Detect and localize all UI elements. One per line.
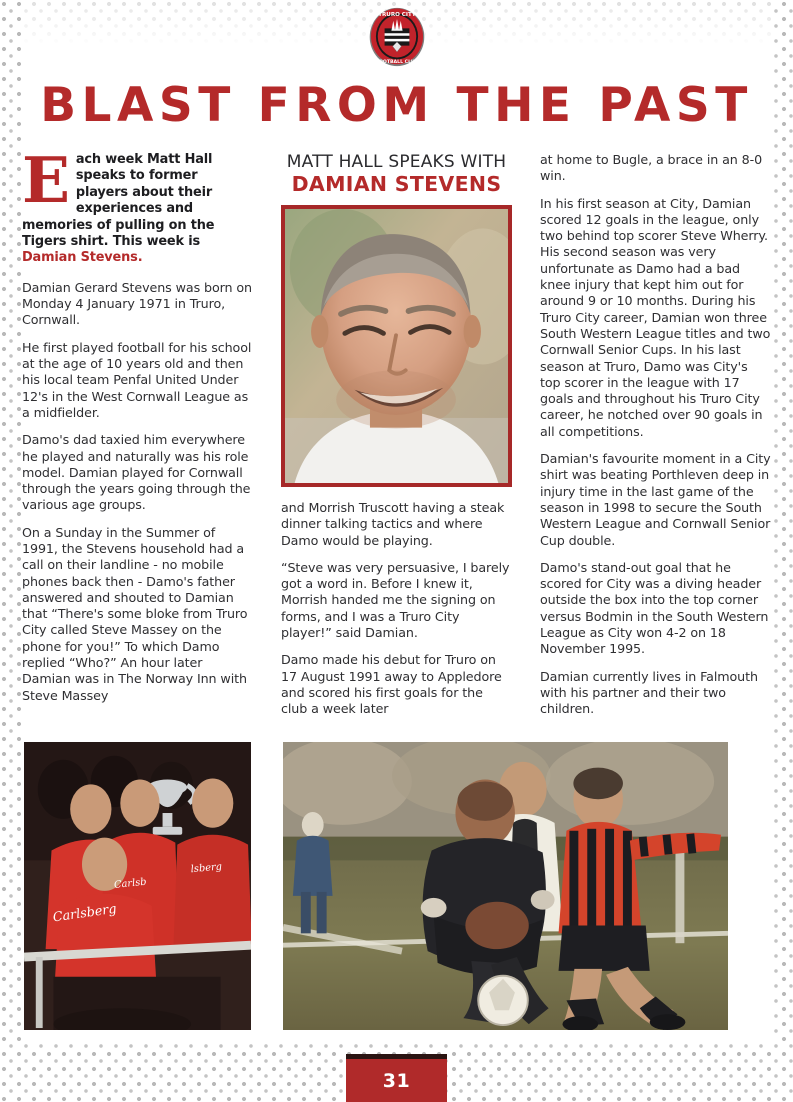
masthead (22, 78, 771, 133)
match-action-tackle-photo (281, 740, 730, 1032)
svg-text:Carlsb: Carlsb (113, 876, 148, 891)
paragraph: He first played football for his school at the age of 10 years old and then his local team Penfal United Under 12's in the West Cornwall League as a midfielder. (22, 339, 252, 420)
column-right (540, 152, 771, 718)
drop-cap: E (22, 143, 70, 217)
svg-text:lsberg: lsberg (190, 861, 223, 876)
column-middle (281, 152, 512, 718)
paragraph: Damian currently lives in Falmouth with his partner and their two children. (540, 668, 758, 717)
paragraph: In his first season at City, Damian scored 12 goals in the league, only two behind top scorer Steve Wherry. His second season was very unfortunate as Damo had a bad knee injury that kept him out for around 9 or 10 months. During his Truro City career, Damian won three South Western League titles and two Cornwall Senior Cups. In his last season at Truro, Damo was City's top scorer in the league with 17 goals and throughout his Truro City career, he notched over 90 goals in all competitions. (540, 195, 771, 439)
team-celebration-trophy-photo (22, 740, 253, 1032)
svg-text:Carlsberg: Carlsberg (51, 901, 118, 926)
portrait-image (285, 209, 508, 483)
team-celebration-image (24, 742, 251, 1030)
article-columns (22, 143, 771, 718)
interview-kicker: MATT HALL SPEAKS WITH (286, 152, 507, 172)
photo-strip (22, 740, 771, 1032)
club-crest-container (0, 6, 793, 68)
intro-paragraph (22, 143, 253, 267)
svg-text:TRURO CITY: TRURO CITY (377, 11, 416, 18)
paragraph: Damo made his debut for Truro on 17 August 1991 away to Appledore and scored his first goals for the club a week later (281, 652, 502, 717)
page-footer (0, 1054, 793, 1102)
match-action-image (283, 742, 728, 1030)
damian-stevens-portrait (281, 205, 512, 487)
paragraph: Damo's stand-out goal that he scored for City was a diving header outside the box into the top corner versus Bodmin in the South Western League as City won 4-2 on 18 November 1995. (540, 559, 769, 657)
truro-city-fc-crest-icon (366, 6, 428, 68)
portrait-spacer (281, 487, 512, 500)
intro-highlight-name: Damian Stevens. (22, 250, 143, 266)
paragraph: Damian Gerard Stevens was born on Monday 4 January 1971 in Truro, Cornwall. (22, 279, 252, 328)
page-title: BLAST FROM THE PAST (40, 78, 753, 133)
intro-text: ach week Matt Hall speaks to former players about their experiences and memories of pulling on the Tigers shirt. This week is (22, 152, 215, 250)
paragraph: at home to Bugle, a brace in an 8-0 win. (540, 152, 763, 184)
svg-text:FOOTBALL CLUB: FOOTBALL CLUB (375, 60, 418, 66)
paragraph: On a Sunday in the Summer of 1991, the Stevens household had a call on their landline - no mobile phones back then - Damo's father answered and shouted to Damian that “There's some bloke from Truro City called Steve Massey on the phone for you!” To which Damo replied “Who?” An hour later Damian was in The Norway Inn with Steve Massey (22, 524, 248, 703)
paragraph: and Morrish Truscott having a steak dinner talking tactics and where Damo would be playing. (281, 500, 505, 548)
paragraph: “Steve was very persuasive, I barely got a word in. Before I knew it, Morrish handed me the signing on forms, and I was a Truro City player!” said Damian. (281, 559, 510, 641)
paragraph: Damo's dad taxied him everywhere he played and naturally was his role model. Damian played for Cornwall through the years going through the various age groups. (22, 432, 251, 513)
page-number-badge: 31 (346, 1054, 447, 1102)
column-left (22, 143, 253, 718)
interview-subject-name: DAMIAN STEVENS (291, 172, 502, 196)
paragraph: Damian's favourite moment in a City shirt was beating Porthleven deep in injury time in the last game of the season in 1998 to secure the South Western League and Cornwall Senior Cup double. (540, 451, 771, 548)
